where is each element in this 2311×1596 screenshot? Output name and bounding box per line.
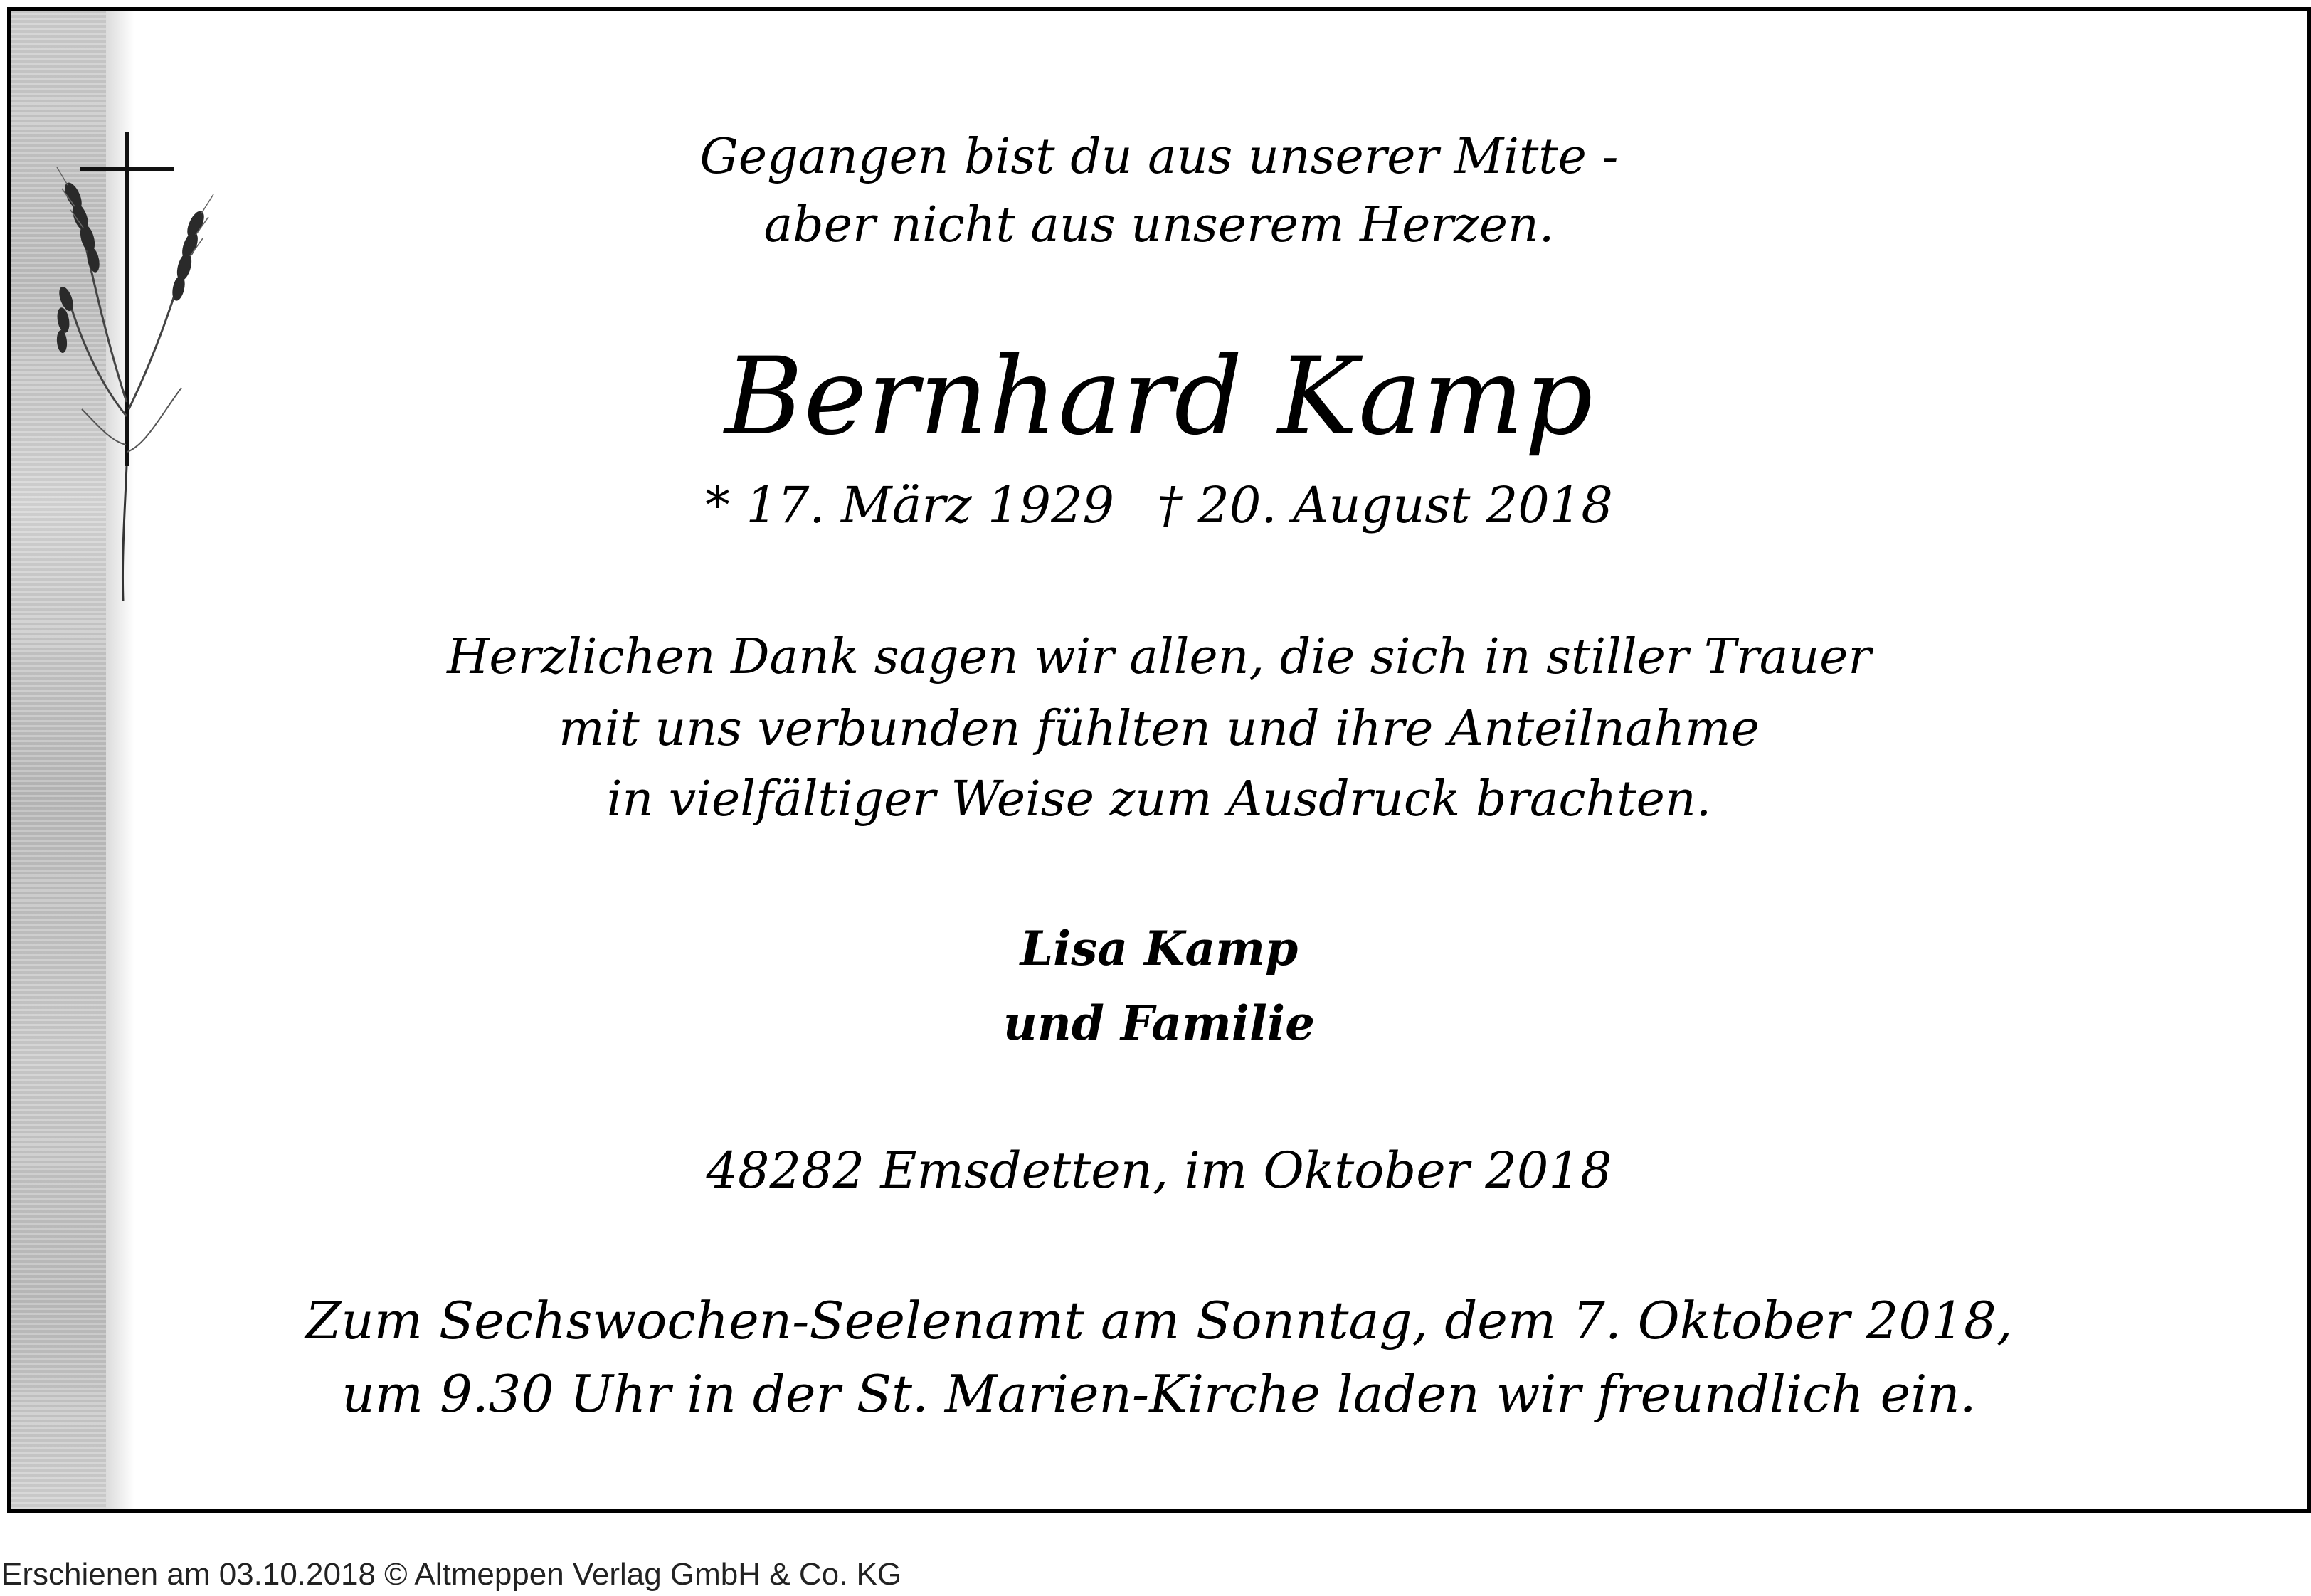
publication-footer: Erschienen am 03.10.2018 © Altmeppen Verlag GmbH & Co. KG — [1, 1557, 902, 1592]
signer-name: Lisa Kamp — [1020, 921, 1299, 976]
life-dates — [11, 476, 2307, 534]
signer-family: und Familie — [1003, 995, 1316, 1051]
birth-date: * 17. März 1929 — [705, 476, 1115, 534]
thanks-line-3: in vielfältiger Weise zum Ausdruck brachten. — [606, 771, 1712, 828]
thanks-line-2: mit uns verbunden fühlten und ihre Anteilnahme — [559, 701, 1760, 757]
place-date: 48282 Emsdetten, im Oktober 2018 — [706, 1141, 1612, 1200]
death-date: † 20. August 2018 — [1157, 476, 1613, 534]
deceased-name: Bernhard Kamp — [724, 335, 1594, 459]
invitation-line-1: Zum Sechswochen-Seelenamt am Sonntag, dem 7. Oktober 2018, — [305, 1291, 2013, 1351]
invitation-line-2: um 9.30 Uhr in der St. Marien-Kirche laden wir freundlich ein. — [342, 1364, 1977, 1424]
motto-line-2: aber nicht aus unserem Herzen. — [763, 197, 1555, 253]
thanks-line-1: Herzlichen Dank sagen wir allen, die sich in stiller Trauer — [447, 629, 1871, 685]
motto-line-1: Gegangen bist du aus unserer Mitte - — [699, 129, 1619, 185]
obituary-notice — [7, 7, 2311, 1513]
